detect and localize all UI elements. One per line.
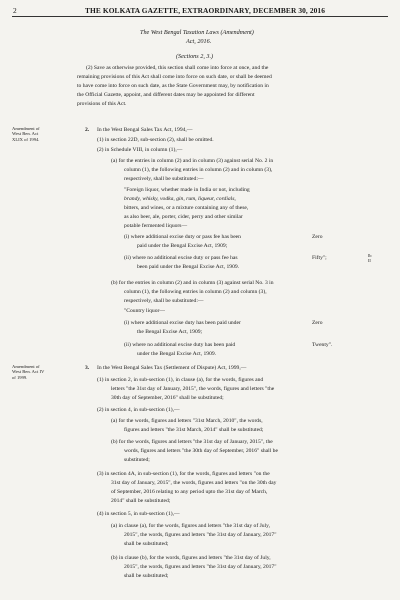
margin-note-line: Amendment of [12,126,40,131]
margin-note-line: XLIX of 1994. [12,136,40,142]
section-2-item2: (2) in Schedule VIII, in column (1),— [97,147,183,153]
b-i-value: Zero [312,320,323,326]
quote-line: brandy, whisky, vodka, gin, rum, liqueur, cordials, [124,196,236,202]
margin-note-line: West Ben. Act [12,131,39,137]
a-i-line: (i) where additional excise duty or pass fee has been [124,234,241,240]
a-i-value: Zero [312,234,323,240]
s3-p4a-line: shall be substituted; [124,541,169,547]
b-i-line: the Bengal Excise Act, 1909; [137,329,203,335]
margin-note-line: West Ben. Act IV [12,369,45,375]
s3-p4b-line: (b) in clause (b), for the words, figures and letters "the 31st day of July, [111,555,271,561]
quote-line: "Foreign liquor, whether made in India or not, including [124,187,250,193]
s3-p4a-line: (a) in clause (a), for the words, figures and letters "the 31st day of July, [111,523,270,529]
section-2-heading: In the West Bengal Sales Tax Act, 1994,— [97,127,193,133]
page-number: 2 [13,6,17,15]
clause-a-line: (a) for the entries in column (2) and in column (3) against serial No. 2 in [111,158,274,164]
s3-p1-line: (1) in section 2, in sub-section (1), in clause (a), for the words, figures and [97,377,264,383]
section-2-number: 2. [85,127,90,133]
margin-note-line: of 1999. [12,374,28,380]
side-mark-line: II [368,258,371,264]
clause-b-line: (b) for the entries in column (2) and in column (3) against serial No. 3 in [111,280,274,286]
s3-p4b-line: shall be substituted; [124,573,169,579]
b-ii-line: under the Bengal Excise Act, 1909. [137,351,217,357]
para2-line: to have come into force on such date, as the State Government may, by notification in [77,83,269,89]
clause-b-line: respectively, shall be substituted:— [124,298,204,304]
s3-p2b-line: (b) for the words, figures and letters "the 31st day of January, 2015", the [111,439,273,445]
a-ii-line: been paid under the Bengal Excise Act, 1909. [137,264,240,270]
margin-note-amendment-1999 [12,364,60,380]
side-mark-line: Ib [368,253,372,258]
s3-p2a-line: figures and letters "the 31st March, 2014" shall be substituted; [124,427,264,433]
s3-p3-line: 2014" shall be substituted; [111,498,171,504]
act-title-line2: Act, 2016. [186,38,212,45]
s3-p3-line: (3) in section 4A, in sub-section (1), for the words, figures and letters "on the [97,471,270,477]
s3-p2b-line: words, figures and letters "the 30th day of September, 2016" shall be [124,448,278,454]
quote-line: as also beer, ale, porter, cider, perry and other similar [124,214,243,220]
act-sections: (Sections 2, 3.) [176,53,214,60]
para2-line: remaining provisions of this Act shall come into force on such date, or shall be deemed [77,74,272,80]
s3-p1-line: 30th day of September, 2016" shall be substituted; [111,395,224,401]
gazette-title: THE KOLKATA GAZETTE, EXTRAORDINARY, DECEMBER 30, 2016 [85,6,325,15]
s3-p2: (2) in section 4, in sub-section (1),— [97,407,180,413]
s3-p3-line: 31st day of January, 2015", the words, figures and letters "on the 30th day [111,480,277,486]
s3-p4: (4) in section 5, in sub-section (1),— [97,511,180,517]
b-ii-line: (ii) where no additional excise duty has been paid [124,342,236,348]
quote-line: potable fermented liquors— [124,223,188,229]
b-ii-value: Twenty". [312,342,333,348]
a-i-line: paid under the Bengal Excise Act, 1909; [137,243,228,249]
margin-note-amendment-1994 [12,126,60,142]
a-ii-line: (ii) where no additional excise duty or pass fee has [124,255,238,261]
a-ii-value: Fifty"; [312,255,327,261]
side-mark [368,253,372,263]
country-liquor-quote: "Country liquor— [124,308,165,314]
s3-p2b-line: substituted; [124,457,150,463]
section-3-heading: In the West Bengal Sales Tax (Settlement of Dispute) Act, 1999,— [97,365,247,371]
margin-note-line: Amendment of [12,364,40,369]
act-title-line1: The West Bengal Taxation Laws (Amendment) [140,29,254,36]
s3-p4b-line: 2015", the words, figures and letters "the 31st day of January, 2017" [124,564,277,570]
section-2-item1: (1) in section 22D, sub-section (2), shall be omitted. [97,137,214,143]
b-i-line: (i) where additional excise duty has been paid under [124,320,241,326]
section-3-number: 3. [85,365,90,371]
s3-p4a-line: 2015", the words, figures and letters "the 31st day of January, 2017" [124,532,277,538]
s3-p3-line: of September, 2016 relating to any period upto the 31st day of March, [111,489,268,495]
para2-line: the Official Gazette, appoint, and different dates may be appointed for different [77,92,255,98]
s3-p2a-line: (a) for the words, figures and letters "31st March, 2010", the words, [111,418,263,424]
quote-line: bitters, and wines, or a mixture containing any of these, [124,205,249,211]
para2-line: (2) Save as otherwise provided, this section shall come into force at once, and the [86,65,269,71]
clause-b-line: column (1), the following entries in column (2) and column (3), [124,289,267,295]
header-rule [12,16,388,17]
para2-line: provisions of this Act. [77,101,127,107]
s3-p1-line: letters "the 31st day of January, 2015", the words, figures and letters "the [111,386,275,392]
clause-a-line: column (1), the following entries in column (2) and in column (3), [124,167,273,173]
clause-a-line: respectively, shall be substituted:— [124,176,204,182]
